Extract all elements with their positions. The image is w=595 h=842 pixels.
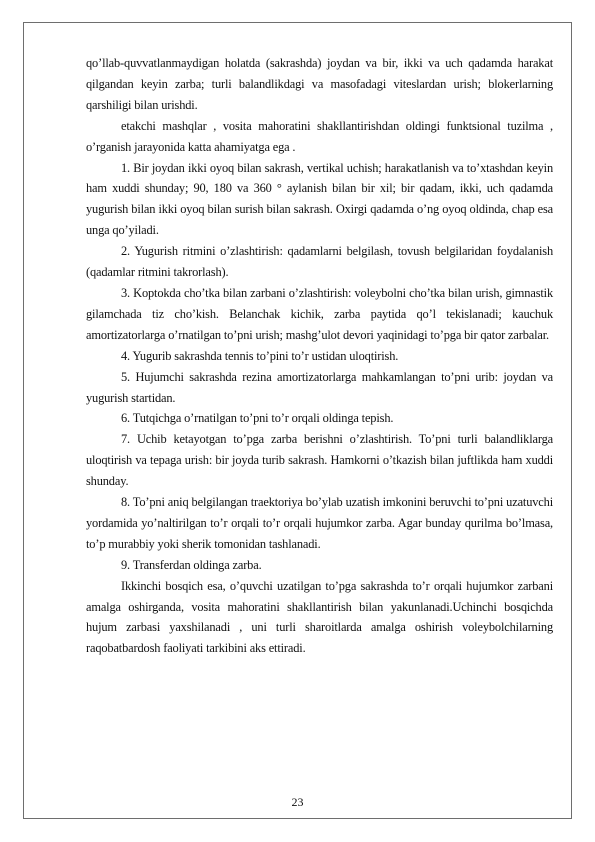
paragraph-item-8: 8. To’pni aniq belgilangan traektoriya bo’ylab uzatish imkonini beruvchi to’pni uzatuvchi yordamida yo’naltirilgan to’r orqali to’r orqali hujumkor zarba. Agar bunday qurilma bo’lmasa, to’p murabbiy yoki sherik tomonidan tashlanadi. — [86, 495, 553, 551]
document-body — [86, 53, 553, 659]
paragraph-item-7: 7. Uchib ketayotgan to’pga zarba berishni o’zlashtirish. To’pni turli balandliklarga uloqtirish va tepaga urish: bir joyda turib sakrash. Hamkorni o’tkazish bilan juftlikda ham xuddi shunday. — [86, 432, 553, 489]
paragraph-item-2: 2. Yugurish ritmini o’zlashtirish: qadamlarni belgilash, tovush belgilaridan foydalanish (qadamlar ritmini takrorlash). — [86, 244, 553, 280]
paragraph-intro: etakchi mashqlar , vosita mahoratini shakllantirishdan oldingi funktsional tuzilma , o’rganish jarayonida katta ahamiyatga ega . — [86, 118, 553, 154]
paragraph-item-9: 9. Transferdan oldinga zarba. — [121, 557, 262, 572]
paragraph-continuation: qo’llab-quvvatlanmaydigan holatda (sakrashda) joydan va bir, ikki va uch qadamda harakat qilgandan keyin zarba; turli balandlikdagi va masofadagi viteslardan urish; blokerlarning qarshiligi bilan urishdi. — [86, 56, 553, 112]
paragraph-item-1: 1. Bir joydan ikki oyoq bilan sakrash, vertikal uchish; harakatlanish va to’xtashdan keyin ham xuddi shunday; 90, 180 va 360 ° aylanish bilan bir xil; bir qadam, ikki, uch qadamda yugurish bilan ikki oyoq bilan surish bilan sakrash. Oxirgi qadamda o’ng oyoq oldinda, chap esa unga qo’yiladi. — [86, 160, 553, 238]
page-number: 23 — [291, 795, 304, 809]
paragraph-item-4: 4. Yugurib sakrashda tennis to’pini to’r ustidan uloqtirish. — [121, 348, 399, 363]
paragraph-item-6: 6. Tutqichga o’rnatilgan to’pni to’r orqali oldinga tepish. — [121, 411, 394, 426]
paragraph-item-3: 3. Koptokda cho’tka bilan zarbani o’zlashtirish: voleybolni cho’tka bilan urish, gimnastik gilamchada tiz cho’kish. Belanchak kichik, zarba paytida qo’l tekislanadi; kauchuk amortizatorlarga o’rnatilgan to’pni urish; mashg’ulot devori yaqinidagi to’pga bir qator zarbalar. — [86, 285, 553, 342]
paragraph-conclusion: Ikkinchi bosqich esa, o’quvchi uzatilgan to’pga sakrashda to’r orqali hujumkor zarbani amalga oshirganda, vosita mahoratini shakllantirish bilan yakunlanadi.Uchinchi bosqichda hujum zarbasi yaxshilanadi , uni turli sharoitlarda amalga oshirish voleybolchilarning raqobatbardosh faoliyati tarkibini aks ettiradi. — [86, 578, 553, 656]
paragraph-item-5: 5. Hujumchi sakrashda rezina amortizatorlarga mahkamlangan to’pni urib: joydan va yugurish startidan. — [86, 369, 553, 405]
